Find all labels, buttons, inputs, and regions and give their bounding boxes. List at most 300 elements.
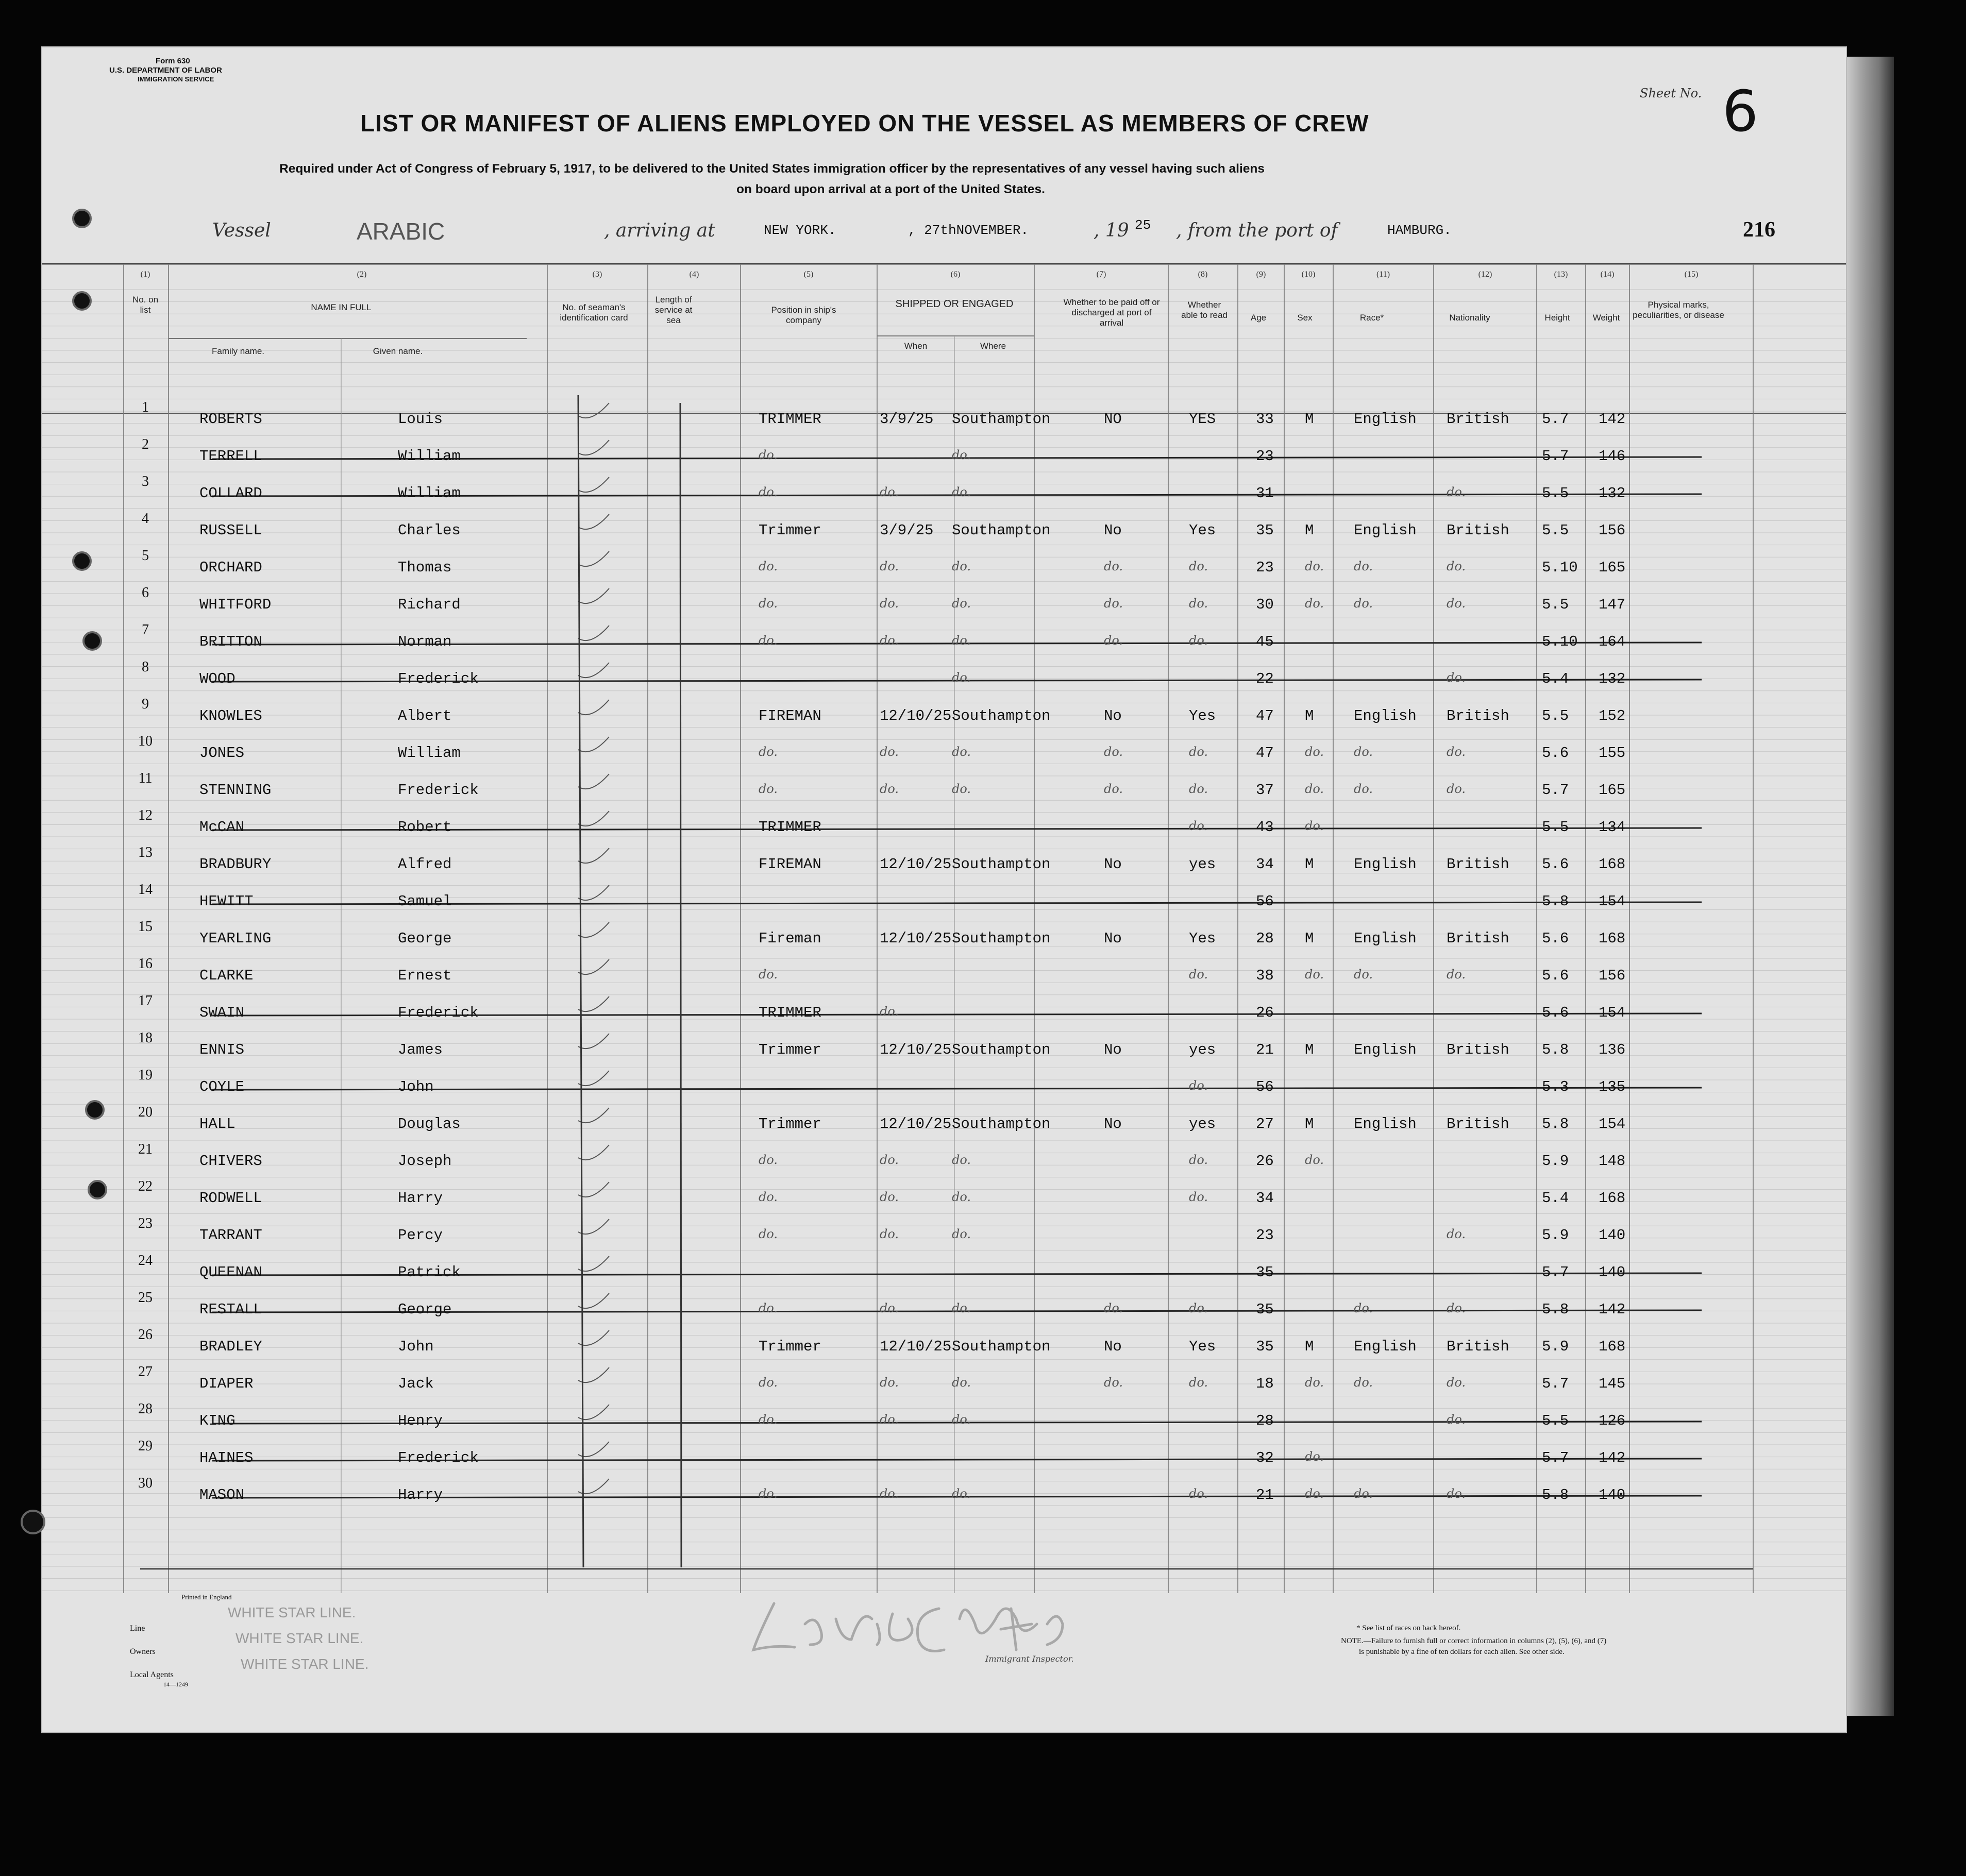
paid-off-cell: No <box>1104 1338 1122 1355</box>
height-cell: 5.5 <box>1542 819 1569 836</box>
year-value: 25 <box>1135 217 1151 233</box>
row-number-cell: 20 <box>138 1104 153 1120</box>
height-cell: 5.8 <box>1542 893 1569 910</box>
shipped-when-cell: 12/10/25 <box>880 1338 952 1355</box>
shipped-where-cell: do. <box>952 559 971 573</box>
position-cell: TRIMMER <box>759 411 821 428</box>
row-number-cell: 29 <box>138 1438 153 1454</box>
weight-cell: 165 <box>1599 559 1626 576</box>
column-number: (8) <box>1198 270 1208 279</box>
able-to-read-cell: do. <box>1189 1375 1208 1390</box>
row-number-cell: 16 <box>138 956 153 972</box>
service-line: IMMIGRATION SERVICE <box>138 75 214 83</box>
header-able-read: Whether able to read <box>1181 300 1228 320</box>
shipped-when-cell: do. <box>880 1301 899 1315</box>
column-number: (7) <box>1096 270 1106 279</box>
weight-cell: 134 <box>1599 819 1626 836</box>
given-name-cell: John <box>398 1338 434 1355</box>
given-name-cell: Henry <box>398 1412 443 1429</box>
family-name-cell: BRADLEY <box>199 1338 262 1355</box>
sheet-label: Sheet No. <box>1640 86 1702 100</box>
age-cell: 23 <box>1256 1227 1274 1244</box>
able-to-read-cell: do. <box>1189 1486 1208 1501</box>
age-cell: 45 <box>1256 633 1274 650</box>
nationality-cell: British <box>1447 707 1509 724</box>
family-name-cell: BRITTON <box>199 633 262 650</box>
position-cell: Fireman <box>759 930 821 947</box>
shipped-when-cell: 3/9/25 <box>880 411 934 428</box>
able-to-read-cell: do. <box>1189 1078 1208 1093</box>
given-name-cell: Charles <box>398 522 461 539</box>
weight-cell: 140 <box>1599 1486 1626 1503</box>
family-name-cell: STENNING <box>199 782 272 799</box>
given-name-cell: Richard <box>398 596 461 613</box>
sex-cell: do. <box>1305 782 1324 796</box>
paid-off-cell: No <box>1104 856 1122 873</box>
given-name-cell: Percy <box>398 1227 443 1244</box>
sex-cell: M <box>1305 856 1314 873</box>
paid-off-cell: do. <box>1104 1375 1123 1390</box>
column-number: (6) <box>950 270 961 279</box>
age-cell: 18 <box>1256 1375 1274 1392</box>
position-cell: Trimmer <box>759 1338 821 1355</box>
shipped-where-cell: Southampton <box>952 522 1051 539</box>
position-cell: do. <box>759 1153 778 1167</box>
shipped-where-cell: Southampton <box>952 1116 1051 1133</box>
column-number: (15) <box>1684 270 1699 279</box>
shipped-where-cell: Southampton <box>952 856 1051 873</box>
given-name-cell: Harry <box>398 1486 443 1503</box>
row-number-cell: 4 <box>142 511 149 527</box>
position-cell: TRIMMER <box>759 819 821 836</box>
column-number: (9) <box>1256 270 1266 279</box>
age-cell: 32 <box>1256 1449 1274 1466</box>
given-name-cell: Harry <box>398 1190 443 1207</box>
given-name-cell: Douglas <box>398 1116 461 1133</box>
position-cell: Trimmer <box>759 1041 821 1058</box>
position-cell: FIREMAN <box>759 856 821 873</box>
position-cell: do. <box>759 967 778 982</box>
shipped-where-cell: do. <box>952 670 971 685</box>
sex-cell: do. <box>1305 967 1324 982</box>
arrival-date: , 27thNOVEMBER. <box>908 223 1029 238</box>
weight-cell: 142 <box>1599 1449 1626 1466</box>
form-number: Form 630 <box>156 57 190 65</box>
page-code: 216 <box>1743 218 1775 242</box>
weight-cell: 145 <box>1599 1375 1626 1392</box>
race-cell: English <box>1354 856 1417 873</box>
height-cell: 5.7 <box>1542 448 1569 465</box>
header-when: When <box>904 341 928 351</box>
column-number: (4) <box>689 270 699 279</box>
given-name-cell: Thomas <box>398 559 452 576</box>
binder-hole <box>88 1180 107 1199</box>
height-cell: 5.6 <box>1542 1004 1569 1021</box>
binder-hole <box>82 631 102 651</box>
age-cell: 47 <box>1256 745 1274 762</box>
column-number: (13) <box>1554 270 1568 279</box>
weight-cell: 154 <box>1599 893 1626 910</box>
family-name-cell: KNOWLES <box>199 707 262 724</box>
paid-off-cell: NO <box>1104 411 1122 428</box>
paid-off-cell: do. <box>1104 596 1123 611</box>
family-name-cell: RESTALL <box>199 1301 262 1318</box>
given-name-cell: Louis <box>398 411 443 428</box>
column-number: (1) <box>140 270 150 279</box>
paid-off-cell: do. <box>1104 559 1123 573</box>
agents-stamp: WHITE STAR LINE. <box>241 1656 369 1672</box>
line-stamp: WHITE STAR LINE. <box>228 1604 356 1620</box>
height-cell: 5.7 <box>1542 1449 1569 1466</box>
row-number-cell: 8 <box>142 659 149 675</box>
given-name-cell: Jack <box>398 1375 434 1392</box>
row-number-cell: 22 <box>138 1178 153 1194</box>
weight-cell: 168 <box>1599 1338 1626 1355</box>
paid-off-cell: do. <box>1104 745 1123 759</box>
position-cell: do. <box>759 1486 778 1501</box>
family-name-cell: JONES <box>199 745 245 762</box>
page-title: LIST OR MANIFEST OF ALIENS EMPLOYED ON THE VESSEL AS MEMBERS OF CREW <box>360 110 1369 137</box>
race-cell: English <box>1354 411 1417 428</box>
able-to-read-cell: YES <box>1189 411 1216 428</box>
row-number-cell: 1 <box>142 399 149 415</box>
subtitle-line-2: on board upon arrival at a port of the United States. <box>736 182 1045 196</box>
row-number-cell: 9 <box>142 696 149 712</box>
weight-cell: 156 <box>1599 967 1626 984</box>
nationality-cell: do. <box>1447 485 1466 499</box>
weight-cell: 152 <box>1599 707 1626 724</box>
race-cell: English <box>1354 1338 1417 1355</box>
paid-off-cell: No <box>1104 1041 1122 1058</box>
position-cell: Trimmer <box>759 522 821 539</box>
height-cell: 5.10 <box>1542 633 1578 650</box>
race-cell: English <box>1354 1041 1417 1058</box>
able-to-read-cell: yes <box>1189 1041 1216 1058</box>
nationality-cell: do. <box>1447 967 1466 982</box>
row-number-cell: 10 <box>138 733 153 749</box>
sex-cell: M <box>1305 930 1314 947</box>
nationality-cell: do. <box>1447 670 1466 685</box>
height-cell: 5.6 <box>1542 930 1569 947</box>
nationality-cell: do. <box>1447 1375 1466 1390</box>
year-prefix: , 19 <box>1094 220 1129 241</box>
shipped-where-cell: do. <box>952 1375 971 1390</box>
weight-cell: 135 <box>1599 1078 1626 1095</box>
shipped-where-cell: do. <box>952 448 971 462</box>
height-cell: 5.7 <box>1542 1375 1569 1392</box>
row-number-cell: 23 <box>138 1215 153 1231</box>
row-number-cell: 14 <box>138 882 153 898</box>
shipped-where-cell: Southampton <box>952 930 1051 947</box>
sex-cell: do. <box>1305 559 1324 573</box>
row-number-cell: 2 <box>142 436 149 452</box>
paid-off-cell: do. <box>1104 1301 1123 1315</box>
column-number: (5) <box>803 270 814 279</box>
row-number-cell: 25 <box>138 1290 153 1306</box>
position-cell: do. <box>759 448 778 462</box>
sex-cell: M <box>1305 707 1314 724</box>
position-cell: do. <box>759 1227 778 1241</box>
sex-cell: M <box>1305 411 1314 428</box>
weight-cell: 126 <box>1599 1412 1626 1429</box>
row-number-cell: 13 <box>138 844 153 860</box>
shipped-when-cell: 3/9/25 <box>880 522 934 539</box>
shipped-when-cell: do. <box>880 745 899 759</box>
header-physical: Physical marks, peculiarities, or disease <box>1633 300 1724 320</box>
row-number-cell: 28 <box>138 1401 153 1417</box>
race-cell: English <box>1354 522 1417 539</box>
nationality-cell: do. <box>1447 1412 1466 1427</box>
header-age: Age <box>1250 313 1267 323</box>
age-cell: 26 <box>1256 1004 1274 1021</box>
printed-in: Printed in England <box>181 1593 232 1601</box>
weight-cell: 168 <box>1599 856 1626 873</box>
family-name-cell: ENNIS <box>199 1041 245 1058</box>
given-name-cell: Frederick <box>398 782 479 799</box>
header-position: Position in ship's company <box>771 305 836 325</box>
sex-cell: do. <box>1305 596 1324 611</box>
weight-cell: 165 <box>1599 782 1626 799</box>
age-cell: 27 <box>1256 1116 1274 1133</box>
age-cell: 37 <box>1256 782 1274 799</box>
vessel-label: Vessel <box>212 220 271 241</box>
age-cell: 21 <box>1256 1486 1274 1503</box>
row-number-cell: 11 <box>138 770 153 786</box>
age-cell: 34 <box>1256 1190 1274 1207</box>
nationality-cell: do. <box>1447 596 1466 611</box>
agents-label: Local Agents <box>130 1670 174 1679</box>
row-number-cell: 26 <box>138 1327 153 1343</box>
height-cell: 5.5 <box>1542 596 1569 613</box>
family-name-cell: TERRELL <box>199 448 262 465</box>
age-cell: 47 <box>1256 707 1274 724</box>
position-cell: do. <box>759 745 778 759</box>
binder-hole <box>21 1510 45 1534</box>
height-cell: 5.3 <box>1542 1078 1569 1095</box>
able-to-read-cell: do. <box>1189 967 1208 982</box>
inspector-label: Immigrant Inspector. <box>985 1654 1074 1664</box>
row-number-cell: 18 <box>138 1030 153 1046</box>
nationality-cell: do. <box>1447 1301 1466 1315</box>
family-name-cell: CHIVERS <box>199 1153 262 1170</box>
given-name-cell: Ernest <box>398 967 452 984</box>
header-nationality: Nationality <box>1449 313 1490 323</box>
nationality-cell: British <box>1447 856 1509 873</box>
height-cell: 5.8 <box>1542 1116 1569 1133</box>
shipped-where-cell: do. <box>952 596 971 611</box>
sex-cell: do. <box>1305 1449 1324 1464</box>
position-cell: do. <box>759 782 778 796</box>
family-name-cell: WHITFORD <box>199 596 272 613</box>
binder-hole <box>72 291 92 311</box>
sex-cell: do. <box>1305 1486 1324 1501</box>
position-cell: do. <box>759 1301 778 1315</box>
given-name-cell: Frederick <box>398 1004 479 1021</box>
able-to-read-cell: do. <box>1189 819 1208 833</box>
height-cell: 5.8 <box>1542 1301 1569 1318</box>
paid-off-cell: do. <box>1104 633 1123 648</box>
age-cell: 35 <box>1256 1301 1274 1318</box>
paid-off-cell: No <box>1104 1116 1122 1133</box>
able-to-read-cell: do. <box>1189 633 1208 648</box>
vessel-name: ARABIC <box>357 218 445 245</box>
able-to-read-cell: do. <box>1189 1190 1208 1204</box>
family-name-cell: COYLE <box>199 1078 245 1095</box>
family-name-cell: TARRANT <box>199 1227 262 1244</box>
shipped-when-cell: 12/10/25 <box>880 707 952 724</box>
able-to-read-cell: Yes <box>1189 930 1216 947</box>
given-name-cell: Norman <box>398 633 452 650</box>
height-cell: 5.7 <box>1542 782 1569 799</box>
able-to-read-cell: yes <box>1189 856 1216 873</box>
nationality-cell: British <box>1447 930 1509 947</box>
height-cell: 5.6 <box>1542 856 1569 873</box>
sheet-number: 6 <box>1722 78 1758 144</box>
height-cell: 5.5 <box>1542 522 1569 539</box>
row-number-cell: 21 <box>138 1141 153 1157</box>
shipped-where-cell: do. <box>952 485 971 499</box>
weight-cell: 168 <box>1599 930 1626 947</box>
shipped-when-cell: 12/10/25 <box>880 1041 952 1058</box>
nationality-cell: British <box>1447 1116 1509 1133</box>
given-name-cell: William <box>398 745 461 762</box>
race-cell: do. <box>1354 967 1373 982</box>
shipped-when-cell: do. <box>880 1375 899 1390</box>
position-cell: do. <box>759 1375 778 1390</box>
shipped-where-cell: Southampton <box>952 1041 1051 1058</box>
weight-cell: 156 <box>1599 522 1626 539</box>
column-number: (11) <box>1376 270 1390 279</box>
shipped-where-cell: Southampton <box>952 1338 1051 1355</box>
binder-hole <box>72 209 92 228</box>
shipped-when-cell: do. <box>880 1153 899 1167</box>
age-cell: 28 <box>1256 1412 1274 1429</box>
family-name-cell: QUEENAN <box>199 1264 262 1281</box>
given-name-cell: Samuel <box>398 893 452 910</box>
binder-hole <box>85 1100 105 1120</box>
nationality-cell: British <box>1447 522 1509 539</box>
header-name-in-full: NAME IN FULL <box>311 302 372 312</box>
department-line: U.S. DEPARTMENT OF LABOR <box>109 66 222 75</box>
weight-cell: 146 <box>1599 448 1626 465</box>
age-cell: 28 <box>1256 930 1274 947</box>
weight-cell: 148 <box>1599 1153 1626 1170</box>
shipped-where-cell: do. <box>952 782 971 796</box>
given-name-cell: William <box>398 448 461 465</box>
shipped-when-cell: do. <box>880 633 899 648</box>
height-cell: 5.7 <box>1542 1264 1569 1281</box>
position-cell: do. <box>759 1190 778 1204</box>
nationality-cell: British <box>1447 1338 1509 1355</box>
from-port-label: , from the port of <box>1176 220 1338 241</box>
height-cell: 5.8 <box>1542 1041 1569 1058</box>
shipped-when-cell: do. <box>880 1227 899 1241</box>
manifest-sheet <box>41 46 1847 1733</box>
nationality-cell: do. <box>1447 559 1466 573</box>
shipped-when-cell: 12/10/25 <box>880 856 952 873</box>
weight-cell: 140 <box>1599 1227 1626 1244</box>
form-code: 14—1249 <box>163 1681 188 1688</box>
weight-cell: 154 <box>1599 1116 1626 1133</box>
position-cell: do. <box>759 485 778 499</box>
height-cell: 5.9 <box>1542 1227 1569 1244</box>
age-cell: 56 <box>1256 893 1274 910</box>
height-cell: 5.9 <box>1542 1153 1569 1170</box>
arriving-label: , arriving at <box>604 220 715 241</box>
shipped-when-cell: 12/10/25 <box>880 1116 952 1133</box>
family-name-cell: HALL <box>199 1116 236 1133</box>
weight-cell: 154 <box>1599 1004 1626 1021</box>
shipped-where-cell: do. <box>952 1227 971 1241</box>
height-cell: 5.8 <box>1542 1486 1569 1503</box>
column-number: (2) <box>357 270 367 279</box>
able-to-read-cell: Yes <box>1189 707 1216 724</box>
given-name-cell: William <box>398 485 461 502</box>
height-cell: 5.4 <box>1542 1190 1569 1207</box>
height-cell: 5.6 <box>1542 745 1569 762</box>
family-name-cell: CLARKE <box>199 967 254 984</box>
race-cell: do. <box>1354 559 1373 573</box>
race-cell: do. <box>1354 596 1373 611</box>
header-given-name: Given name. <box>373 346 423 356</box>
family-name-cell: KING <box>199 1412 236 1429</box>
age-cell: 56 <box>1256 1078 1274 1095</box>
row-number-cell: 27 <box>138 1364 153 1380</box>
race-cell: do. <box>1354 782 1373 796</box>
race-cell: do. <box>1354 1375 1373 1390</box>
family-name-cell: ROBERTS <box>199 411 262 428</box>
age-cell: 31 <box>1256 485 1274 502</box>
height-cell: 5.5 <box>1542 707 1569 724</box>
given-name-cell: John <box>398 1078 434 1095</box>
owners-stamp: WHITE STAR LINE. <box>236 1630 364 1646</box>
sex-cell: M <box>1305 522 1314 539</box>
shipped-where-cell: do. <box>952 1190 971 1204</box>
shipped-where-cell: do. <box>952 633 971 648</box>
line-label: Line <box>130 1624 145 1633</box>
row-number-cell: 12 <box>138 807 153 823</box>
row-number-cell: 7 <box>142 622 149 638</box>
shipped-when-cell: do. <box>880 1004 899 1019</box>
shipped-where-cell: Southampton <box>952 707 1051 724</box>
family-name-cell: RUSSELL <box>199 522 262 539</box>
position-cell: FIREMAN <box>759 707 821 724</box>
age-cell: 34 <box>1256 856 1274 873</box>
family-name-cell: HEWITT <box>199 893 254 910</box>
family-name-cell: YEARLING <box>199 930 272 947</box>
shipped-when-cell: do. <box>880 782 899 796</box>
race-cell: do. <box>1354 1301 1373 1315</box>
sex-cell: do. <box>1305 819 1324 833</box>
paid-off-cell: No <box>1104 930 1122 947</box>
row-number-cell: 6 <box>142 585 149 601</box>
weight-cell: 132 <box>1599 485 1626 502</box>
shipped-where-cell: Southampton <box>952 411 1051 428</box>
shipped-where-cell: do. <box>952 1412 971 1427</box>
header-where: Where <box>980 341 1006 351</box>
position-cell: do. <box>759 633 778 648</box>
header-weight: Weight <box>1592 313 1620 323</box>
age-cell: 23 <box>1256 448 1274 465</box>
row-number-cell: 5 <box>142 548 149 564</box>
shipped-when-cell: do. <box>880 1190 899 1204</box>
sex-cell: do. <box>1305 1153 1324 1167</box>
position-cell: do. <box>759 559 778 573</box>
height-cell: 5.5 <box>1542 1412 1569 1429</box>
height-cell: 5.5 <box>1542 485 1569 502</box>
position-cell: do. <box>759 1412 778 1427</box>
header-race: Race* <box>1359 313 1384 323</box>
